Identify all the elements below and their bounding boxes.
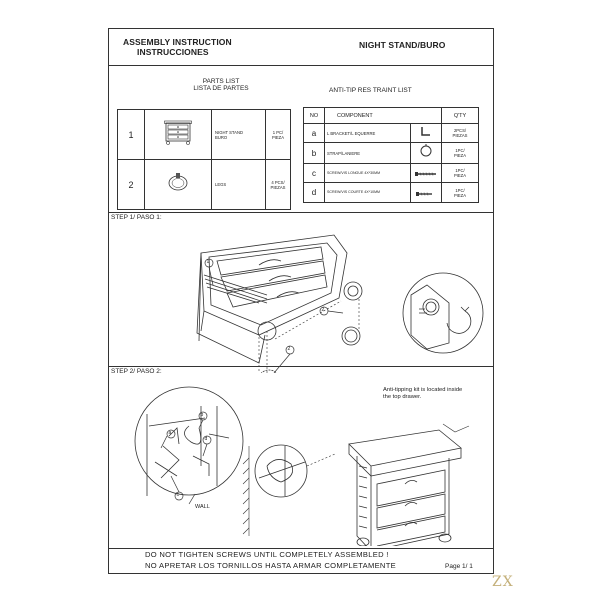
anti-tip-no: a [304,124,325,143]
parts-list-title-es: LISTA DE PARTES [193,85,249,92]
anti-tip-qty: 1PC/ PIEZA [442,143,479,164]
instruction-sheet [108,28,494,574]
anti-tip-component: STRAP/LANIERE [325,143,411,164]
col-no: NO [304,108,325,124]
parts-row [118,160,291,210]
part-name: LEGS [212,160,266,210]
col-qty: Q'TY [442,108,479,124]
part-name: NIGHT STAND BURO [212,110,266,160]
step2-label: STEP 2/ PASO 2: [111,368,162,375]
anti-tip-component: L BRACKET/L EQUERRE [325,124,411,143]
long-screw-icon [414,171,438,177]
anti-tip-row [304,143,479,164]
callout-c: c [176,492,179,498]
anti-tip-header-row [304,108,479,124]
parts-row [118,110,291,160]
anti-tip-no: d [304,183,325,203]
anti-tip-row [304,124,479,143]
anti-tip-no: b [304,143,325,164]
parts-list-title [181,78,261,92]
part-number: 2 [118,160,145,210]
anti-tip-title: ANTI-TIP RES TRAINT LIST [329,87,412,94]
callout-1: 1 [206,259,210,265]
nightstand-icon [163,119,193,145]
step1-illustration [109,213,495,373]
anti-tip-row [304,183,479,203]
warning-es: NO APRETAR LOS TORNILLOS HASTA ARMAR COMPLETAMENTE [145,561,397,570]
col-component: COMPONENT [325,108,442,124]
anti-tip-qty: 1PC/ PIEZA [442,164,479,183]
step1-label: STEP 1/ PASO 1: [111,214,162,221]
leg-icon [166,171,190,193]
short-screw-icon [414,191,438,197]
title-es: INSTRUCCIONES [137,47,209,57]
callout-b: b [200,412,204,418]
anti-tip-qty: 1PC/ PIEZA [442,183,479,203]
page-number: Page 1/ 1 [445,563,473,570]
callout-2a: 2 [287,346,291,352]
part-qty: 1 PC/ PIEZA [266,110,291,160]
part-image-nightstand [145,110,212,160]
part-qty: 4 PCS/ PIEZAS [266,160,291,210]
anti-tip-row [304,164,479,183]
l-bracket-icon [419,125,433,137]
title-en: ASSEMBLY INSTRUCTION [123,37,232,47]
anti-tip-component: SCREW/VIS COURTE 4X*10MM [325,183,411,203]
warning-en: DO NOT TIGHTEN SCREWS UNTIL COMPLETELY ASSEMBLED ! [145,550,389,559]
anti-tip-no: c [304,164,325,183]
footer-divider [109,548,493,549]
parts-list-title-en: PARTS LIST [202,78,240,85]
part-image-leg [145,160,212,210]
parts-table [117,109,291,210]
watermark-logo: ZX [492,574,514,590]
callout-d: d [204,436,208,442]
anti-tip-table [303,107,479,203]
part-number: 1 [118,110,145,160]
strap-icon [419,144,433,158]
callout-a: a [168,430,172,436]
anti-tip-qty: 2PCS/ PIEZAS [442,124,479,143]
step2-illustration [109,366,495,546]
product-name: NIGHT STAND/BURO [359,40,446,50]
long-screw-image [410,164,441,183]
bracket-image [410,124,441,143]
header-divider [109,65,493,66]
anti-tip-component: SCREW/VIS LONGUE 4X*30MM [325,164,411,183]
step2-note: Anti-tipping kit is located inside the top drawer. [383,387,463,400]
wall-label: WALL [195,504,210,510]
callout-2b: 2 [321,307,325,313]
short-screw-image [410,183,441,203]
strap-image [410,143,441,164]
